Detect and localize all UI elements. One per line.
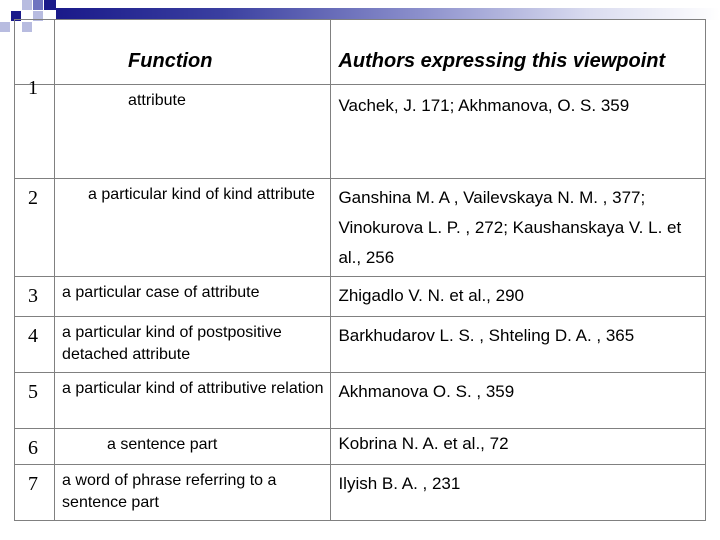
- row-number: 7: [15, 465, 55, 521]
- row-number: 6: [15, 429, 55, 465]
- row-number-text: 1: [28, 77, 38, 99]
- table-row: [15, 179, 706, 277]
- row-authors: Kobrina N. A. et al., 72: [331, 429, 706, 465]
- table-row: [15, 465, 706, 521]
- row-authors: Barkhudarov L. S. , Shteling D. A. , 365: [331, 317, 706, 373]
- row-number: [15, 77, 55, 179]
- table-row: [15, 85, 706, 179]
- row-authors: Akhmanova O. S. , 359: [331, 373, 706, 429]
- header-number-cell: [15, 20, 55, 85]
- row-function: a sentence part: [55, 429, 331, 465]
- square-decoration: [0, 22, 10, 32]
- row-authors: Ganshina M. A , Vailevskaya N. M. , 377; Vinokurova L. P. , 272; Kaushanskaya V. L. et al., 256: [331, 179, 706, 277]
- row-function: attribute: [55, 85, 331, 179]
- square-decoration: [22, 0, 32, 10]
- table-row: [15, 373, 706, 429]
- row-authors: Ilyish B. A. , 231: [331, 465, 706, 521]
- row-number: 2: [15, 179, 55, 277]
- row-function: a particular kind of kind attribute: [55, 179, 331, 277]
- header-authors: Authors expressing this viewpoint: [331, 20, 706, 85]
- row-authors: Vachek, J. 171; Akhmanova, O. S. 359: [331, 85, 706, 179]
- row-number: 4: [15, 317, 55, 373]
- table-row: [15, 429, 706, 465]
- row-function: a word of phrase referring to a sentence part: [55, 465, 331, 521]
- row-function: a particular kind of postpositive detached attribute: [55, 317, 331, 373]
- row-function: a particular case of attribute: [55, 277, 331, 317]
- square-decoration: [44, 0, 56, 10]
- header-function: Function: [55, 20, 331, 85]
- functions-table: [14, 19, 706, 521]
- row-authors: Zhigadlo V. N. et al., 290: [331, 277, 706, 317]
- square-decoration: [33, 0, 43, 10]
- row-number: 3: [15, 277, 55, 317]
- table-header-row: [15, 20, 706, 85]
- table-row: [15, 277, 706, 317]
- table-row: [15, 317, 706, 373]
- row-number: 5: [15, 373, 55, 429]
- row-function: a particular kind of attributive relation: [55, 373, 331, 429]
